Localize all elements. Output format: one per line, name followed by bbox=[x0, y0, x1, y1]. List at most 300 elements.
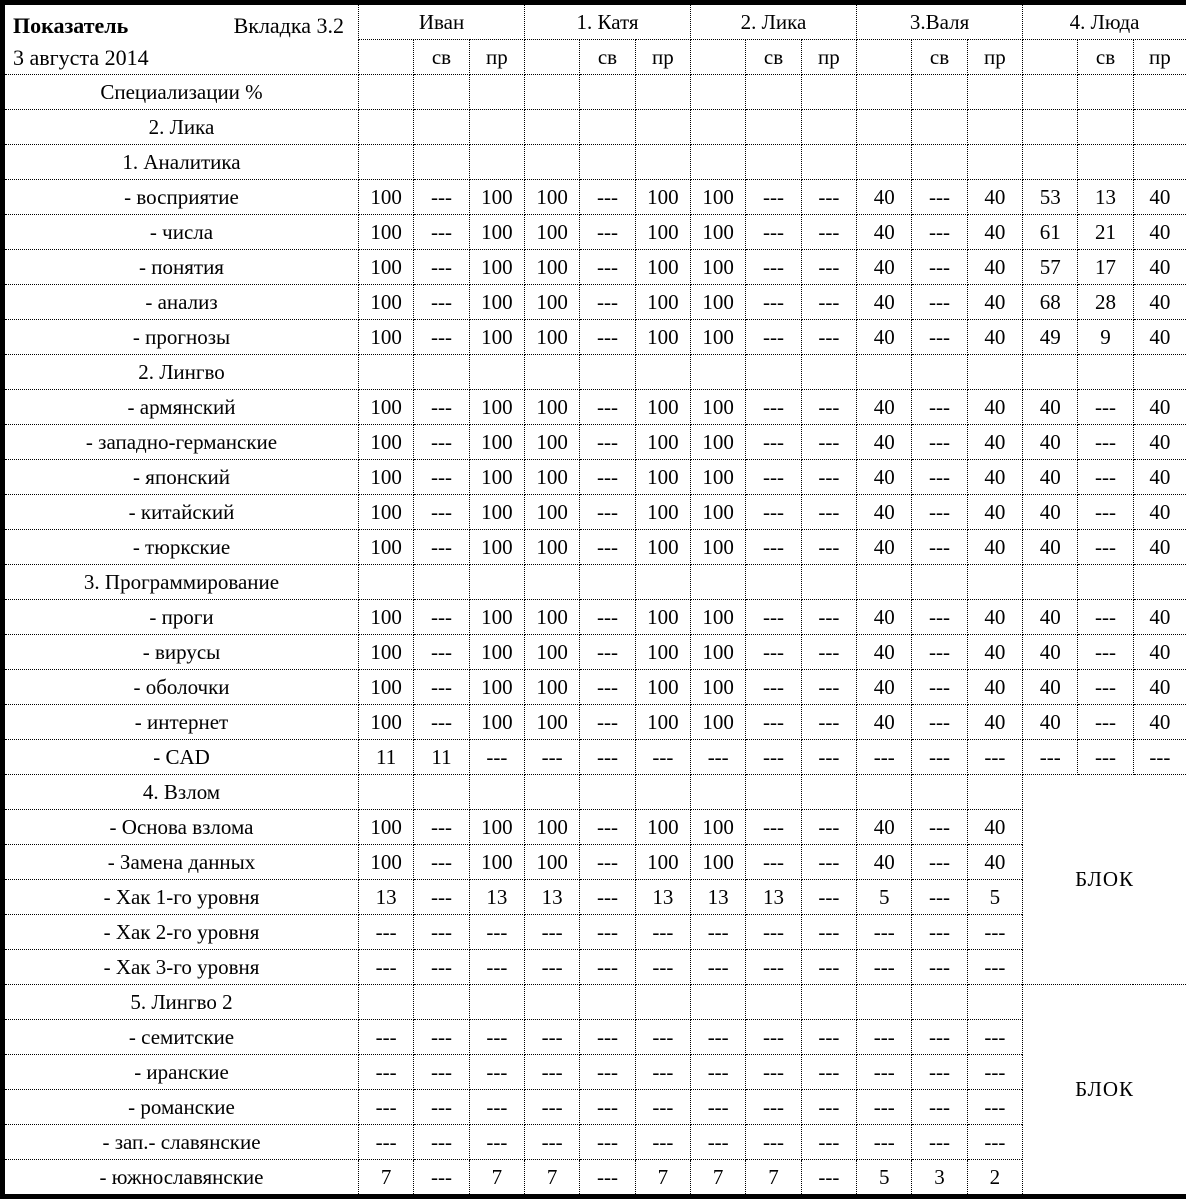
value-cell: --- bbox=[967, 950, 1022, 985]
value-cell: --- bbox=[912, 810, 967, 845]
value-cell: --- bbox=[801, 635, 856, 670]
value-cell: 100 bbox=[359, 460, 414, 495]
value-cell bbox=[801, 565, 856, 600]
value-cell bbox=[1023, 565, 1078, 600]
value-cell: 40 bbox=[857, 425, 912, 460]
value-cell bbox=[1023, 145, 1078, 180]
value-cell: --- bbox=[746, 460, 801, 495]
value-cell bbox=[967, 985, 1022, 1020]
table-row bbox=[3, 950, 1186, 985]
value-cell: --- bbox=[912, 425, 967, 460]
value-cell: 100 bbox=[469, 635, 524, 670]
row-label: - прогнозы bbox=[3, 320, 359, 355]
value-cell bbox=[746, 775, 801, 810]
value-cell: 100 bbox=[635, 635, 690, 670]
table-row bbox=[3, 1020, 1186, 1055]
value-cell: 9 bbox=[1078, 320, 1133, 355]
value-cell bbox=[580, 145, 635, 180]
value-cell: --- bbox=[414, 1090, 469, 1125]
value-cell: 40 bbox=[967, 285, 1022, 320]
value-cell: 100 bbox=[359, 285, 414, 320]
subheader-total-cell bbox=[525, 40, 580, 75]
value-cell: --- bbox=[801, 845, 856, 880]
value-cell: 40 bbox=[1133, 460, 1186, 495]
value-cell: --- bbox=[801, 215, 856, 250]
table-row bbox=[3, 320, 1186, 355]
table-row bbox=[3, 250, 1186, 285]
value-cell: 100 bbox=[635, 670, 690, 705]
row-label: - Хак 1-го уровня bbox=[3, 880, 359, 915]
value-cell: --- bbox=[912, 845, 967, 880]
value-cell bbox=[635, 355, 690, 390]
value-cell: --- bbox=[414, 285, 469, 320]
value-cell: 100 bbox=[469, 250, 524, 285]
value-cell: --- bbox=[857, 1125, 912, 1160]
value-cell: --- bbox=[912, 460, 967, 495]
spec-empty-cell bbox=[746, 75, 801, 110]
value-cell: --- bbox=[359, 915, 414, 950]
value-cell: --- bbox=[1078, 600, 1133, 635]
value-cell bbox=[1078, 110, 1133, 145]
value-cell: --- bbox=[801, 915, 856, 950]
row-label: 1. Аналитика bbox=[3, 145, 359, 180]
value-cell bbox=[1133, 565, 1186, 600]
table-row bbox=[3, 1160, 1186, 1197]
value-cell: 100 bbox=[691, 425, 746, 460]
value-cell: 100 bbox=[635, 285, 690, 320]
value-cell: --- bbox=[414, 495, 469, 530]
value-cell bbox=[635, 775, 690, 810]
value-cell: --- bbox=[414, 635, 469, 670]
value-cell: 40 bbox=[1023, 670, 1078, 705]
value-cell: 100 bbox=[691, 670, 746, 705]
value-cell bbox=[746, 355, 801, 390]
value-cell: --- bbox=[691, 1125, 746, 1160]
value-cell: 40 bbox=[1133, 215, 1186, 250]
row-label: - южнославянские bbox=[3, 1160, 359, 1197]
value-cell: 100 bbox=[359, 705, 414, 740]
value-cell: --- bbox=[746, 635, 801, 670]
value-cell: --- bbox=[746, 530, 801, 565]
value-cell: 40 bbox=[967, 390, 1022, 425]
date-label: 3 августа 2014 bbox=[5, 39, 358, 71]
value-cell: --- bbox=[912, 320, 967, 355]
table-row bbox=[3, 1055, 1186, 1090]
value-cell: 40 bbox=[967, 250, 1022, 285]
section-label: 2. Лингво bbox=[3, 355, 359, 390]
value-cell: 5 bbox=[857, 880, 912, 915]
value-cell bbox=[525, 145, 580, 180]
value-cell: --- bbox=[691, 950, 746, 985]
row-label: - тюркские bbox=[3, 530, 359, 565]
value-cell: 100 bbox=[359, 810, 414, 845]
value-cell: 100 bbox=[691, 600, 746, 635]
person-group-header: 1. Катя bbox=[525, 3, 691, 40]
value-cell: 100 bbox=[525, 215, 580, 250]
value-cell: 5 bbox=[857, 1160, 912, 1197]
value-cell: --- bbox=[414, 1160, 469, 1197]
value-cell: --- bbox=[635, 1055, 690, 1090]
value-cell: --- bbox=[912, 1125, 967, 1160]
spec-empty-cell bbox=[414, 75, 469, 110]
value-cell: 100 bbox=[359, 495, 414, 530]
value-cell: --- bbox=[857, 915, 912, 950]
value-cell: 7 bbox=[746, 1160, 801, 1197]
value-cell: --- bbox=[746, 180, 801, 215]
value-cell bbox=[359, 565, 414, 600]
value-cell: 7 bbox=[691, 1160, 746, 1197]
spec-empty-cell bbox=[967, 75, 1022, 110]
value-cell: --- bbox=[746, 915, 801, 950]
row-label: - Основа взлома bbox=[3, 810, 359, 845]
value-cell: 40 bbox=[1133, 495, 1186, 530]
value-cell: 40 bbox=[857, 390, 912, 425]
value-cell: --- bbox=[801, 600, 856, 635]
value-cell: 100 bbox=[691, 215, 746, 250]
block-cell: БЛОК bbox=[1023, 775, 1186, 985]
value-cell bbox=[580, 355, 635, 390]
value-cell bbox=[525, 775, 580, 810]
table-row bbox=[3, 460, 1186, 495]
subheader-pr-cell: пр bbox=[635, 40, 690, 75]
value-cell: --- bbox=[580, 530, 635, 565]
value-cell: 100 bbox=[691, 635, 746, 670]
value-cell: 100 bbox=[635, 705, 690, 740]
table-header bbox=[3, 3, 1186, 75]
value-cell: --- bbox=[414, 215, 469, 250]
value-cell: 100 bbox=[469, 320, 524, 355]
tab-label: Вкладка 3.2 bbox=[234, 13, 344, 39]
value-cell bbox=[691, 110, 746, 145]
value-cell: 11 bbox=[359, 740, 414, 775]
value-cell bbox=[469, 985, 524, 1020]
spec-empty-cell bbox=[1078, 75, 1133, 110]
value-cell bbox=[1023, 110, 1078, 145]
value-cell: 100 bbox=[525, 845, 580, 880]
value-cell bbox=[912, 145, 967, 180]
value-cell: 100 bbox=[635, 250, 690, 285]
value-cell: 7 bbox=[635, 1160, 690, 1197]
row-label: - проги bbox=[3, 600, 359, 635]
value-cell: 100 bbox=[691, 180, 746, 215]
row-label: - армянский bbox=[3, 390, 359, 425]
value-cell bbox=[746, 565, 801, 600]
value-cell: --- bbox=[1078, 390, 1133, 425]
table-row bbox=[3, 390, 1186, 425]
value-cell: --- bbox=[359, 1055, 414, 1090]
spec-row-label: Специализации % bbox=[3, 75, 359, 110]
table-row bbox=[3, 110, 1186, 145]
value-cell: --- bbox=[525, 1020, 580, 1055]
value-cell: --- bbox=[635, 1090, 690, 1125]
value-cell: --- bbox=[1078, 670, 1133, 705]
value-cell bbox=[857, 110, 912, 145]
value-cell: --- bbox=[414, 1055, 469, 1090]
value-cell: 40 bbox=[1133, 390, 1186, 425]
value-cell bbox=[525, 565, 580, 600]
value-cell: --- bbox=[801, 740, 856, 775]
value-cell: 100 bbox=[525, 460, 580, 495]
table-row bbox=[3, 565, 1186, 600]
value-cell bbox=[746, 110, 801, 145]
value-cell: --- bbox=[746, 950, 801, 985]
value-cell: --- bbox=[580, 670, 635, 705]
value-cell: --- bbox=[801, 705, 856, 740]
value-cell bbox=[1078, 145, 1133, 180]
value-cell: --- bbox=[912, 705, 967, 740]
table-row bbox=[3, 705, 1186, 740]
value-cell bbox=[912, 110, 967, 145]
value-cell: 68 bbox=[1023, 285, 1078, 320]
value-cell: 40 bbox=[967, 530, 1022, 565]
value-cell bbox=[414, 145, 469, 180]
table-row bbox=[3, 1125, 1186, 1160]
value-cell: --- bbox=[580, 635, 635, 670]
table-row bbox=[3, 670, 1186, 705]
value-cell: 7 bbox=[469, 1160, 524, 1197]
person-group-header: 2. Лика bbox=[691, 3, 857, 40]
value-cell: --- bbox=[912, 250, 967, 285]
value-cell: --- bbox=[525, 950, 580, 985]
value-cell: --- bbox=[801, 1125, 856, 1160]
value-cell: --- bbox=[857, 950, 912, 985]
value-cell: 100 bbox=[469, 530, 524, 565]
value-cell: 40 bbox=[857, 320, 912, 355]
spec-empty-cell bbox=[1023, 75, 1078, 110]
value-cell: --- bbox=[746, 670, 801, 705]
value-cell: 40 bbox=[1133, 285, 1186, 320]
spec-row bbox=[3, 75, 1186, 110]
value-cell bbox=[1078, 355, 1133, 390]
value-cell: --- bbox=[801, 1055, 856, 1090]
value-cell: --- bbox=[580, 1090, 635, 1125]
row-label: - японский bbox=[3, 460, 359, 495]
value-cell: --- bbox=[580, 1125, 635, 1160]
table-row bbox=[3, 355, 1186, 390]
value-cell: 100 bbox=[691, 460, 746, 495]
value-cell: 40 bbox=[1133, 670, 1186, 705]
value-cell: --- bbox=[912, 880, 967, 915]
value-cell: --- bbox=[580, 285, 635, 320]
value-cell: 100 bbox=[635, 320, 690, 355]
value-cell bbox=[525, 355, 580, 390]
value-cell: 40 bbox=[857, 600, 912, 635]
value-cell: --- bbox=[746, 1125, 801, 1160]
value-cell bbox=[469, 145, 524, 180]
value-cell: --- bbox=[912, 1090, 967, 1125]
value-cell: --- bbox=[414, 705, 469, 740]
section-label: 5. Лингво 2 bbox=[3, 985, 359, 1020]
value-cell: --- bbox=[580, 180, 635, 215]
row-label: - восприятие bbox=[3, 180, 359, 215]
value-cell: --- bbox=[635, 950, 690, 985]
value-cell: 100 bbox=[525, 600, 580, 635]
value-cell: 100 bbox=[525, 250, 580, 285]
value-cell: 40 bbox=[967, 810, 1022, 845]
value-cell: 100 bbox=[469, 390, 524, 425]
value-cell: --- bbox=[912, 530, 967, 565]
value-cell: 100 bbox=[635, 425, 690, 460]
value-cell: --- bbox=[580, 810, 635, 845]
value-cell: --- bbox=[1078, 530, 1133, 565]
row-label: - интернет bbox=[3, 705, 359, 740]
value-cell: --- bbox=[469, 950, 524, 985]
value-cell bbox=[414, 985, 469, 1020]
value-cell: 13 bbox=[691, 880, 746, 915]
value-cell: --- bbox=[912, 740, 967, 775]
value-cell bbox=[359, 355, 414, 390]
value-cell: --- bbox=[746, 320, 801, 355]
table-row bbox=[3, 425, 1186, 460]
value-cell: 100 bbox=[359, 635, 414, 670]
value-cell: 100 bbox=[525, 670, 580, 705]
value-cell: 40 bbox=[967, 845, 1022, 880]
value-cell: 100 bbox=[469, 460, 524, 495]
value-cell bbox=[1133, 110, 1186, 145]
value-cell: --- bbox=[801, 530, 856, 565]
value-cell: --- bbox=[801, 1160, 856, 1197]
value-cell: --- bbox=[967, 740, 1022, 775]
value-cell bbox=[635, 110, 690, 145]
table-row bbox=[3, 180, 1186, 215]
value-cell: 40 bbox=[1133, 320, 1186, 355]
value-cell bbox=[414, 565, 469, 600]
value-cell: --- bbox=[691, 1090, 746, 1125]
value-cell: --- bbox=[359, 950, 414, 985]
table-row bbox=[3, 810, 1186, 845]
spec-empty-cell bbox=[580, 75, 635, 110]
value-cell: --- bbox=[857, 1090, 912, 1125]
value-cell: 100 bbox=[525, 530, 580, 565]
row-label: - Хак 2-го уровня bbox=[3, 915, 359, 950]
value-cell: --- bbox=[801, 460, 856, 495]
value-cell: --- bbox=[912, 495, 967, 530]
value-cell: --- bbox=[912, 215, 967, 250]
value-cell: 100 bbox=[525, 495, 580, 530]
value-cell: 40 bbox=[1133, 425, 1186, 460]
value-cell: 53 bbox=[1023, 180, 1078, 215]
value-cell: 40 bbox=[1023, 530, 1078, 565]
row-label: - Хак 3-го уровня bbox=[3, 950, 359, 985]
value-cell bbox=[691, 355, 746, 390]
value-cell: --- bbox=[1133, 740, 1186, 775]
value-cell: 13 bbox=[469, 880, 524, 915]
row-label: - китайский bbox=[3, 495, 359, 530]
value-cell bbox=[635, 985, 690, 1020]
value-cell: --- bbox=[414, 425, 469, 460]
value-cell: 40 bbox=[1133, 635, 1186, 670]
value-cell: --- bbox=[746, 600, 801, 635]
value-cell: 40 bbox=[967, 460, 1022, 495]
value-cell bbox=[746, 145, 801, 180]
value-cell: --- bbox=[525, 1090, 580, 1125]
value-cell: 100 bbox=[469, 810, 524, 845]
value-cell: 40 bbox=[857, 810, 912, 845]
value-cell: --- bbox=[746, 250, 801, 285]
value-cell: 100 bbox=[359, 180, 414, 215]
table-row bbox=[3, 915, 1186, 950]
value-cell bbox=[580, 565, 635, 600]
value-cell: 3 bbox=[912, 1160, 967, 1197]
value-cell bbox=[857, 145, 912, 180]
table-row bbox=[3, 775, 1186, 810]
value-cell: --- bbox=[414, 845, 469, 880]
value-cell bbox=[857, 775, 912, 810]
value-cell: 100 bbox=[635, 495, 690, 530]
row-label: - романские bbox=[3, 1090, 359, 1125]
value-cell: --- bbox=[635, 740, 690, 775]
value-cell: --- bbox=[580, 1020, 635, 1055]
value-cell: 100 bbox=[359, 215, 414, 250]
corner-header bbox=[3, 3, 359, 75]
value-cell: --- bbox=[1078, 740, 1133, 775]
value-cell: --- bbox=[691, 915, 746, 950]
value-cell: --- bbox=[580, 390, 635, 425]
row-label: - Замена данных bbox=[3, 845, 359, 880]
value-cell: 100 bbox=[691, 845, 746, 880]
value-cell bbox=[1078, 565, 1133, 600]
value-cell bbox=[469, 775, 524, 810]
value-cell: 100 bbox=[469, 425, 524, 460]
value-cell: 100 bbox=[691, 530, 746, 565]
value-cell: --- bbox=[580, 600, 635, 635]
value-cell: 100 bbox=[359, 425, 414, 460]
value-cell: --- bbox=[580, 320, 635, 355]
row-label: - западно-германские bbox=[3, 425, 359, 460]
subheader-sv-cell: св bbox=[1078, 40, 1133, 75]
value-cell: 100 bbox=[691, 320, 746, 355]
table-row bbox=[3, 495, 1186, 530]
value-cell: 100 bbox=[691, 390, 746, 425]
value-cell: --- bbox=[359, 1020, 414, 1055]
value-cell: 100 bbox=[525, 285, 580, 320]
value-cell: --- bbox=[580, 215, 635, 250]
value-cell: --- bbox=[414, 670, 469, 705]
value-cell: --- bbox=[1023, 740, 1078, 775]
spec-empty-cell bbox=[525, 75, 580, 110]
value-cell: --- bbox=[580, 495, 635, 530]
value-cell: 13 bbox=[1078, 180, 1133, 215]
page-title: Показатель bbox=[13, 13, 128, 39]
value-cell bbox=[691, 775, 746, 810]
row-label: - вирусы bbox=[3, 635, 359, 670]
value-cell: --- bbox=[801, 880, 856, 915]
value-cell: --- bbox=[359, 1125, 414, 1160]
value-cell: --- bbox=[414, 320, 469, 355]
row-label: - числа bbox=[3, 215, 359, 250]
value-cell bbox=[525, 110, 580, 145]
value-cell: --- bbox=[414, 1125, 469, 1160]
value-cell: 100 bbox=[469, 495, 524, 530]
value-cell: --- bbox=[746, 425, 801, 460]
value-cell: 100 bbox=[635, 180, 690, 215]
value-cell: --- bbox=[469, 1125, 524, 1160]
value-cell bbox=[469, 110, 524, 145]
value-cell: 40 bbox=[967, 495, 1022, 530]
value-cell: --- bbox=[912, 635, 967, 670]
value-cell: 13 bbox=[746, 880, 801, 915]
table-row bbox=[3, 215, 1186, 250]
row-label: - анализ bbox=[3, 285, 359, 320]
value-cell: --- bbox=[801, 425, 856, 460]
value-cell: --- bbox=[414, 530, 469, 565]
subheader-total-cell bbox=[1023, 40, 1078, 75]
block-cell: БЛОК bbox=[1023, 985, 1186, 1197]
value-cell: --- bbox=[912, 390, 967, 425]
value-cell: 100 bbox=[525, 425, 580, 460]
table-row bbox=[3, 985, 1186, 1020]
value-cell: 100 bbox=[525, 180, 580, 215]
